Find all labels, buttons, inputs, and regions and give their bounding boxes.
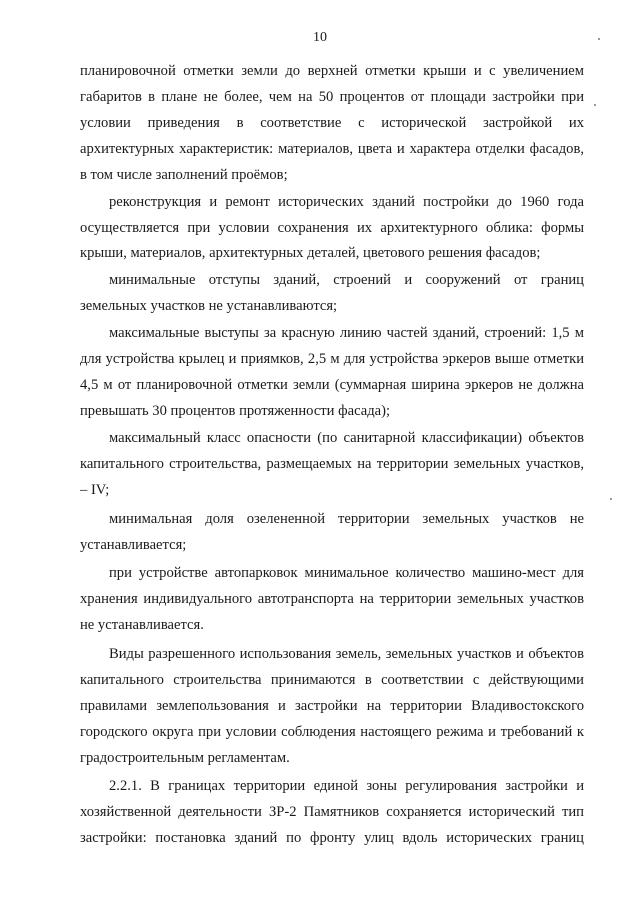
scan-speck	[610, 498, 612, 500]
text-line: земельных участков не устанавливаются;	[80, 298, 338, 314]
text-line: условии приведения в соответствие с исторической застройкой их	[80, 115, 584, 131]
text-line: планировочной отметки земли до верхней отметки крыши и с увеличением	[80, 63, 584, 79]
text-line: застройки: постановка зданий по фронту улиц вдоль исторических границ	[80, 830, 584, 846]
text-line: капитального строительства принимаются в соответствии с действующими	[80, 672, 584, 688]
text-line: минимальная доля озелененной территории земельных участков не	[109, 511, 584, 527]
text-line: крыши, материалов, архитектурных деталей, цветового решения фасадов;	[80, 245, 541, 261]
text-line: правилами землепользования и застройки на территории Владивостокского	[80, 698, 584, 714]
text-line: габаритов в плане не более, чем на 50 процентов от площади застройки при	[80, 89, 584, 105]
text-line: минимальные отступы зданий, строений и сооружений от границ	[109, 272, 584, 288]
page-number: 10	[313, 30, 327, 45]
text-line: осуществляется при условии сохранения их архитектурного облика: формы	[80, 220, 584, 236]
text-line: не устанавливается.	[80, 617, 204, 633]
text-line: 4,5 м от планировочной отметки земли (суммарная ширина эркеров не должна	[80, 377, 584, 393]
text-line: реконструкция и ремонт исторических зданий постройки до 1960 года	[109, 194, 584, 210]
text-line: Виды разрешенного использования земель, земельных участков и объектов	[109, 646, 584, 662]
text-line: 2.2.1. В границах территории единой зоны регулирования застройки и	[109, 778, 584, 794]
scan-speck	[598, 38, 600, 40]
text-line: для устройства крылец и приямков, 2,5 м для устройства эркеров выше отметки	[80, 351, 584, 367]
text-line: – IV;	[80, 482, 110, 498]
text-line: хозяйственной деятельности ЗР-2 Памятников сохраняется исторический тип	[80, 804, 584, 820]
text-line: устанавливается;	[80, 537, 187, 553]
text-line: архитектурных характеристик: материалов, цвета и характера отделки фасадов,	[80, 141, 584, 157]
text-line: в том числе заполнений проёмов;	[80, 167, 288, 183]
scan-speck	[594, 104, 596, 106]
text-line: максимальный класс опасности (по санитарной классификации) объектов	[109, 430, 584, 446]
text-line: капитального строительства, размещаемых на территории земельных участков,	[80, 456, 584, 472]
text-line: градостроительным регламентам.	[80, 750, 290, 766]
text-line: хранения индивидуального автотранспорта на территории земельных участков	[80, 591, 584, 607]
text-line: при устройстве автопарковок минимальное количество машино-мест для	[109, 565, 584, 581]
text-line: городского округа при условии соблюдения настоящего режима и требований к	[80, 724, 584, 740]
text-line: превышать 30 процентов протяженности фасада);	[80, 403, 391, 419]
text-line: максимальные выступы за красную линию частей зданий, строений: 1,5 м	[109, 325, 584, 341]
